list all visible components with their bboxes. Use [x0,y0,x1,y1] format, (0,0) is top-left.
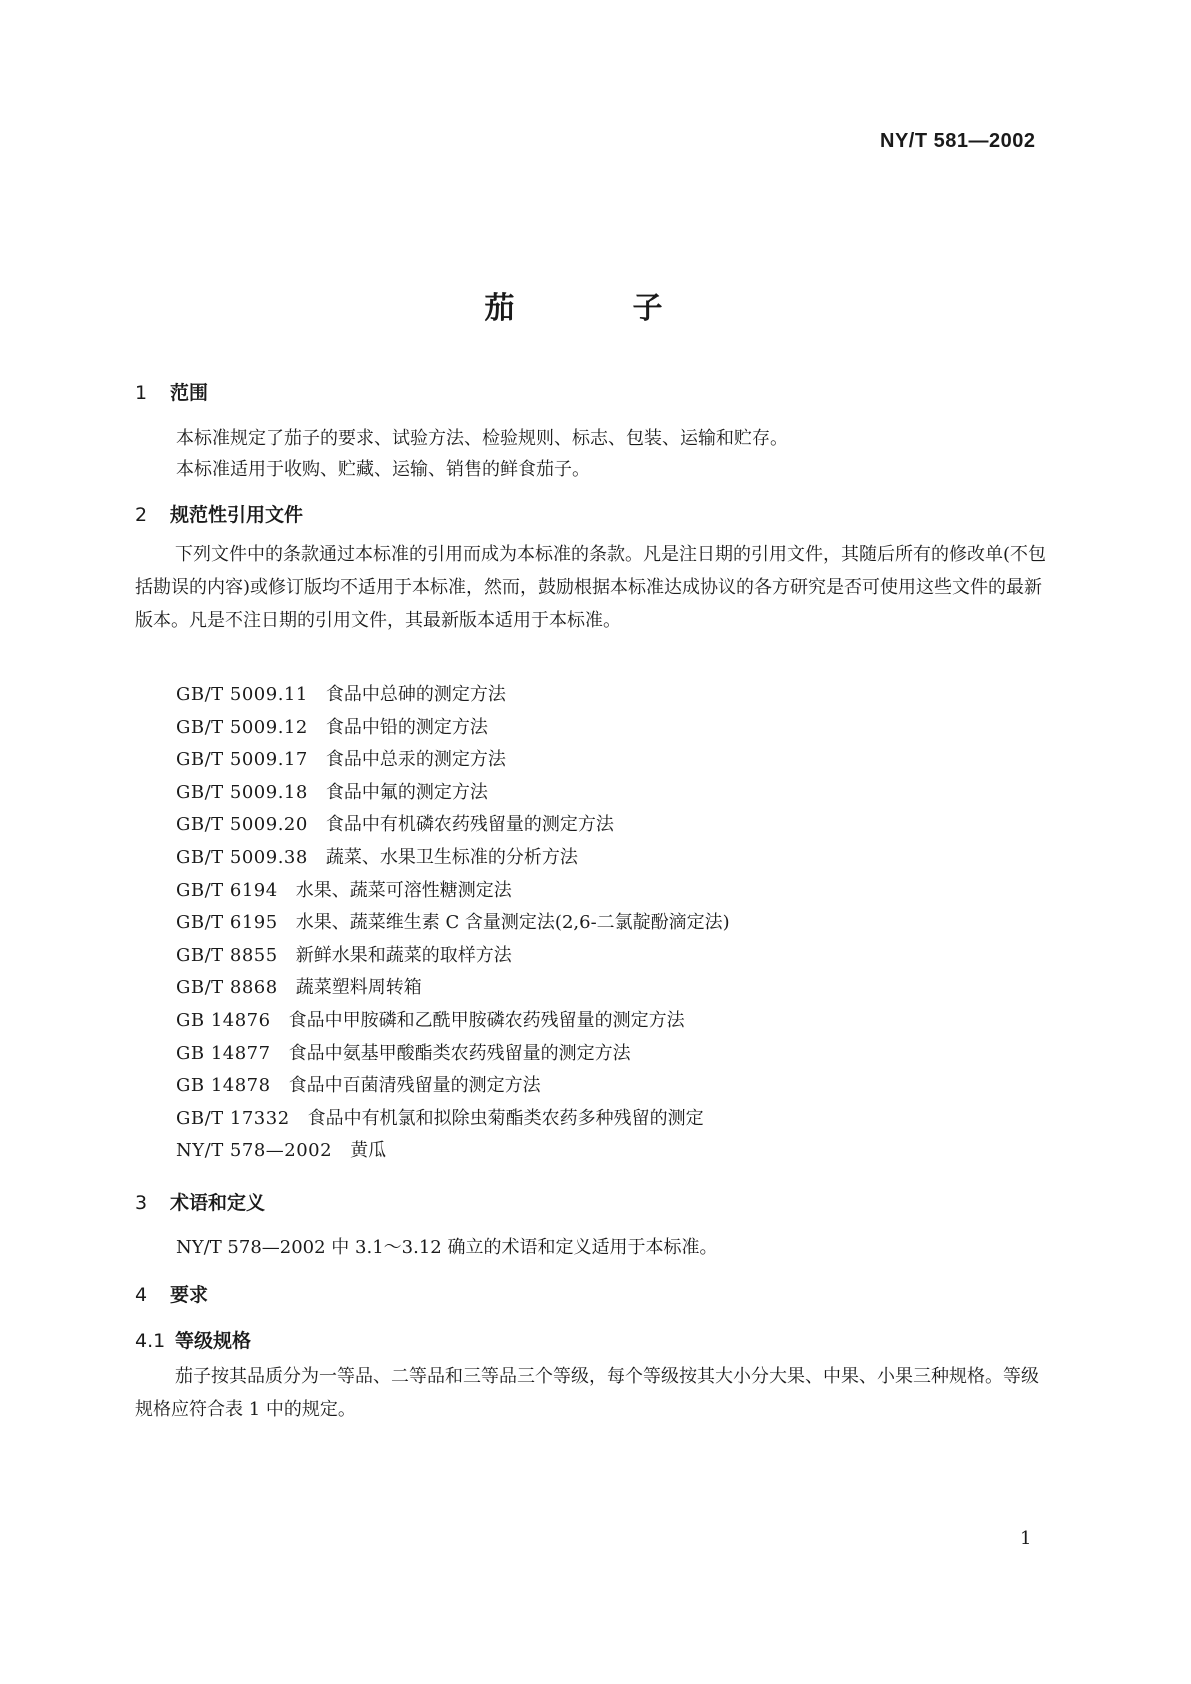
reference-title: 食品中有机磷农药残留量的测定方法 [325,814,614,836]
reference-code: GB/T 17332 [176,1107,290,1129]
reference-title: 食品中氨基甲酸酯类农药残留量的测定方法 [288,1042,631,1064]
section-title: 范围 [170,382,209,404]
section-1-line-1: 本标准规定了茄子的要求、试验方法、检验规则、标志、包装、运输和贮存。 [176,428,788,449]
section-title: 规范性引用文件 [170,504,304,526]
subsection-number: 4.1 [135,1330,166,1352]
reference-item [176,778,730,811]
reference-item [176,1071,730,1104]
section-number: 4 [135,1284,148,1306]
section-3-heading [135,1188,265,1215]
reference-code: GB/T 5009.17 [176,749,308,771]
reference-code: GB/T 8855 [176,944,278,966]
reference-title: 食品中总砷的测定方法 [325,684,506,705]
reference-title: 食品中总汞的测定方法 [325,749,506,771]
reference-title: 食品中铅的测定方法 [325,716,488,738]
reference-item [176,745,730,778]
section-3-text: NY/T 578—2002 中 3.1～3.12 确立的术语和定义适用于本标准。 [176,1237,718,1258]
reference-title: 水果、蔬菜可溶性糖测定法 [295,879,512,901]
normative-references-list [176,680,730,1169]
section-1-heading [135,378,208,405]
section-number: 3 [135,1192,148,1214]
reference-item [176,713,730,746]
reference-code: GB/T 6194 [176,879,278,901]
reference-title: 食品中甲胺磷和乙酰甲胺磷农药残留量的测定方法 [288,1009,685,1031]
section-title: 术语和定义 [170,1192,266,1214]
reference-item [176,843,730,876]
reference-item [176,973,730,1006]
subsection-title: 等级规格 [175,1330,252,1352]
reference-title: 黄瓜 [350,1140,387,1162]
section-title: 要求 [170,1284,209,1306]
reference-code: NY/T 578—2002 [176,1140,333,1162]
section-1-line-2: 本标准适用于收购、贮藏、运输、销售的鲜食茄子。 [176,459,590,480]
reference-item [176,908,730,941]
section-2-intro: 下列文件中的条款通过本标准的引用而成为本标准的条款。凡是注日期的引用文件，其随后所有的修改单(不包括勘误的内容)或修订版均不适用于本标准，然而，鼓励根据本标准达成协议的各方研究是否可使用这些文件的最新版本。凡是不注日期的引用文件，其最新版本适用于本标准。 [135,544,1047,631]
reference-code: GB 14876 [176,1009,271,1031]
reference-title: 蔬菜塑料周转箱 [295,977,422,999]
reference-code: GB/T 8868 [176,977,278,999]
reference-item [176,876,730,909]
page-number: 1 [1020,1528,1032,1549]
reference-code: GB 14877 [176,1042,271,1064]
reference-item [176,1104,730,1137]
reference-title: 食品中氟的测定方法 [325,781,488,803]
section-4-heading [135,1280,208,1307]
document-title: 茄 子 [484,291,707,326]
reference-code: GB 14878 [176,1075,271,1097]
reference-code: GB/T 5009.20 [176,814,308,836]
reference-code: GB/T 5009.18 [176,781,308,803]
section-4-1-text: 茄子按其品质分为一等品、二等品和三等品三个等级，每个等级按其大小分大果、中果、小果三种规格。等级规格应符合表 1 中的规定。 [135,1366,1039,1420]
section-2-heading [135,500,303,527]
reference-title: 食品中百菌清残留量的测定方法 [288,1075,541,1097]
reference-item [176,810,730,843]
section-number: 2 [135,504,148,526]
reference-code: GB/T 5009.12 [176,716,308,738]
reference-item [176,1006,730,1039]
reference-item [176,1039,730,1072]
document-code: NY/T 581—2002 [880,130,1036,152]
reference-title: 水果、蔬菜维生素 C 含量测定法(2,6-二氯靛酚滴定法) [295,912,730,934]
reference-item [176,1136,730,1169]
reference-code: GB/T 6195 [176,912,278,934]
reference-item [176,941,730,974]
section-4-1-heading [135,1326,251,1353]
section-number: 1 [135,382,148,404]
reference-title: 新鲜水果和蔬菜的取样方法 [295,944,512,966]
reference-code: GB/T 5009.38 [176,846,308,868]
reference-item [176,680,730,713]
reference-title: 蔬菜、水果卫生标准的分析方法 [325,846,578,868]
reference-title: 食品中有机氯和拟除虫菊酯类农药多种残留的测定 [307,1107,704,1129]
reference-code: GB/T 5009.11 [176,684,308,705]
